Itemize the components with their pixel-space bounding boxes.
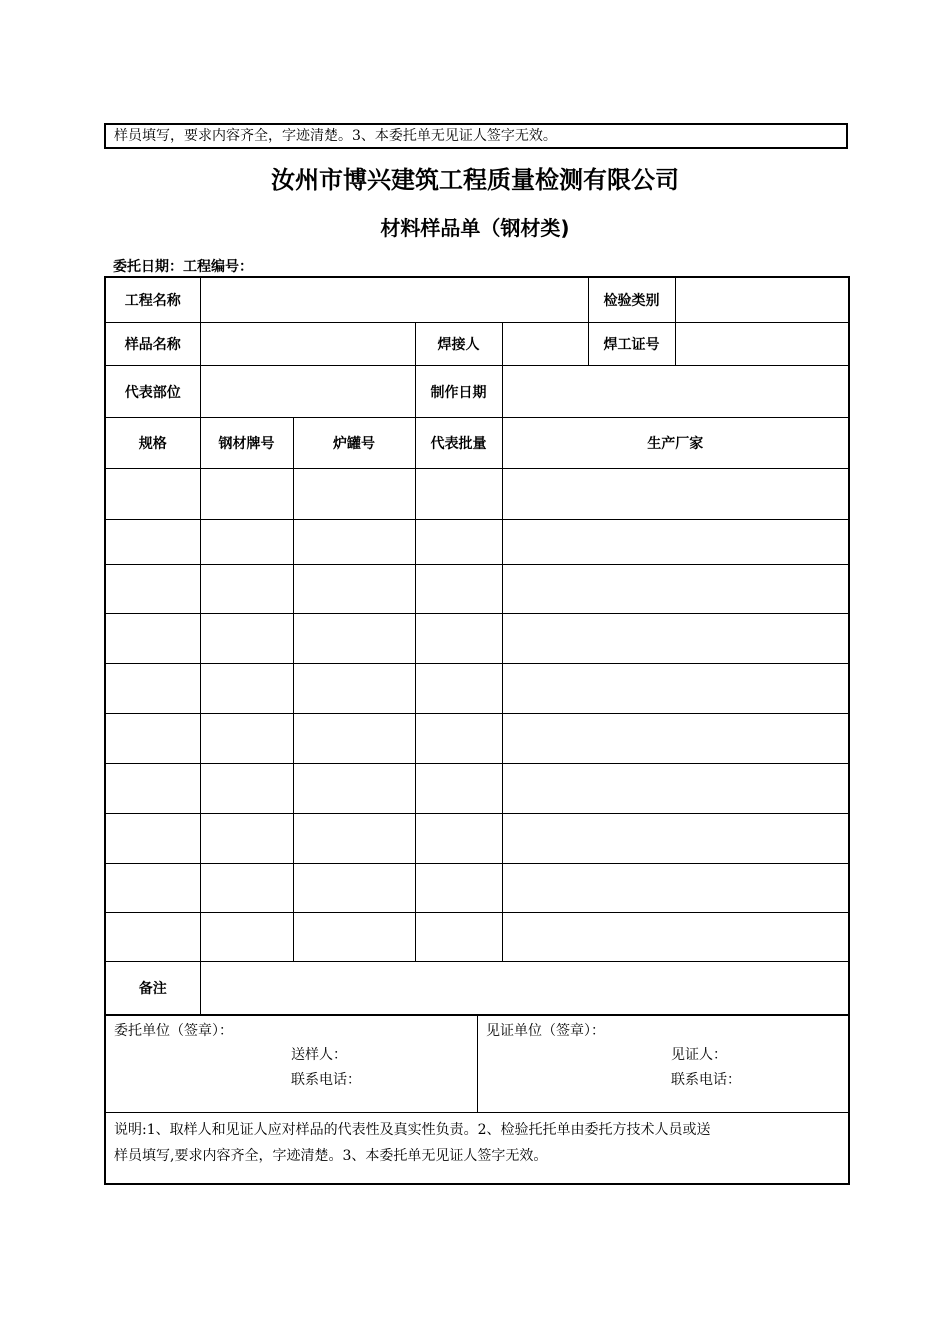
sample-name-field[interactable] — [200, 323, 415, 366]
table-row — [106, 469, 848, 520]
table-row — [106, 864, 848, 913]
form-title: 材料样品单（钢材类) — [380, 216, 570, 240]
client-signature-box[interactable] — [106, 1016, 478, 1112]
welder-field[interactable] — [502, 323, 588, 366]
manufacturer-cell[interactable] — [502, 614, 848, 664]
table-row — [106, 664, 848, 714]
witness-unit-label: 见证单位（签章）： — [486, 1023, 605, 1039]
col-grade-header: 钢材牌号 — [200, 418, 293, 469]
grade-cell[interactable] — [200, 520, 293, 565]
welder-cert-field[interactable] — [676, 323, 849, 365]
witness-label: 见证人： — [671, 1047, 727, 1063]
sample-name-label: 样品名称 — [106, 323, 200, 366]
previous-page-note-strip — [104, 123, 848, 149]
rep-part-field[interactable] — [200, 366, 415, 418]
grade-cell[interactable] — [200, 614, 293, 664]
witness-phone-label: 联系电话： — [671, 1072, 741, 1088]
col-batch-header: 代表批量 — [415, 418, 502, 469]
notes-line-1: 说明:1、取样人和见证人应对样品的代表性及真实性负责。2、检验托托单由委托方技术人员或送 — [114, 1122, 711, 1138]
manufacturer-cell[interactable] — [502, 565, 848, 614]
grade-cell[interactable] — [200, 764, 293, 814]
grade-cell[interactable] — [200, 913, 293, 962]
spec-cell[interactable] — [106, 814, 200, 864]
col-spec-header: 规格 — [106, 418, 200, 469]
witness-signature-box[interactable] — [478, 1016, 848, 1112]
sample-form — [104, 276, 850, 1185]
grade-cell[interactable] — [200, 565, 293, 614]
table-header-row — [106, 418, 848, 469]
manufacturer-cell[interactable] — [502, 814, 848, 864]
client-unit-label: 委托单位（签章）： — [114, 1023, 233, 1039]
project-name-label: 工程名称 — [106, 278, 200, 323]
spec-cell[interactable] — [106, 469, 200, 520]
signature-section — [106, 1015, 848, 1113]
spec-cell[interactable] — [106, 714, 200, 764]
heat-number-cell[interactable] — [293, 814, 415, 864]
grade-cell[interactable] — [200, 714, 293, 764]
table-row — [106, 714, 848, 764]
make-date-label: 制作日期 — [415, 366, 502, 418]
form-notes — [106, 1113, 848, 1169]
batch-cell[interactable] — [415, 864, 502, 913]
table-row — [106, 278, 848, 323]
rep-part-label: 代表部位 — [106, 366, 200, 418]
batch-cell[interactable] — [415, 469, 502, 520]
grade-cell[interactable] — [200, 664, 293, 714]
client-phone-label: 联系电话： — [291, 1072, 361, 1088]
manufacturer-cell[interactable] — [502, 764, 848, 814]
spec-cell[interactable] — [106, 565, 200, 614]
table-row — [106, 366, 848, 418]
sender-label: 送样人： — [291, 1047, 347, 1063]
sample-table — [106, 278, 848, 1015]
notes-line-2: 样员填写,要求内容齐全，字迹清楚。3、本委托单无见证人签字无效。 — [114, 1148, 548, 1164]
heat-number-cell[interactable] — [293, 913, 415, 962]
batch-cell[interactable] — [415, 814, 502, 864]
batch-cell[interactable] — [415, 614, 502, 664]
welder-cert-label: 焊工证号 — [589, 323, 676, 365]
manufacturer-cell[interactable] — [502, 913, 848, 962]
batch-cell[interactable] — [415, 520, 502, 565]
manufacturer-cell[interactable] — [502, 864, 848, 913]
heat-number-cell[interactable] — [293, 664, 415, 714]
project-name-field[interactable] — [200, 278, 588, 323]
batch-cell[interactable] — [415, 664, 502, 714]
remarks-label: 备注 — [106, 962, 200, 1015]
spec-cell[interactable] — [106, 764, 200, 814]
batch-cell[interactable] — [415, 913, 502, 962]
test-type-field[interactable] — [676, 278, 849, 322]
grade-cell[interactable] — [200, 469, 293, 520]
heat-number-cell[interactable] — [293, 714, 415, 764]
grade-cell[interactable] — [200, 864, 293, 913]
spec-cell[interactable] — [106, 913, 200, 962]
grade-cell[interactable] — [200, 814, 293, 864]
form-meta: 委托日期：工程编号： — [113, 259, 253, 275]
col-manufacturer-header: 生产厂家 — [502, 418, 848, 469]
table-row — [106, 323, 848, 366]
heat-number-cell[interactable] — [293, 520, 415, 565]
company-name: 汝州市博兴建筑工程质量检测有限公司 — [271, 165, 679, 194]
heat-number-cell[interactable] — [293, 565, 415, 614]
remarks-row — [106, 962, 848, 1015]
manufacturer-cell[interactable] — [502, 469, 848, 520]
table-row — [106, 614, 848, 664]
batch-cell[interactable] — [415, 764, 502, 814]
heat-number-cell[interactable] — [293, 614, 415, 664]
table-row — [106, 764, 848, 814]
manufacturer-cell[interactable] — [502, 664, 848, 714]
manufacturer-cell[interactable] — [502, 520, 848, 565]
batch-cell[interactable] — [415, 565, 502, 614]
manufacturer-cell[interactable] — [502, 714, 848, 764]
previous-page-note-text: 样员填写，要求内容齐全，字迹清楚。3、本委托单无见证人签字无效。 — [114, 128, 557, 144]
spec-cell[interactable] — [106, 864, 200, 913]
welder-label: 焊接人 — [415, 323, 502, 366]
table-row — [106, 520, 848, 565]
spec-cell[interactable] — [106, 664, 200, 714]
make-date-field[interactable] — [502, 366, 848, 418]
col-heat-number-header: 炉罐号 — [293, 418, 415, 469]
heat-number-cell[interactable] — [293, 864, 415, 913]
remarks-field[interactable] — [200, 962, 848, 1015]
heat-number-cell[interactable] — [293, 469, 415, 520]
batch-cell[interactable] — [415, 714, 502, 764]
spec-cell[interactable] — [106, 520, 200, 565]
spec-cell[interactable] — [106, 614, 200, 664]
heat-number-cell[interactable] — [293, 764, 415, 814]
table-row — [106, 913, 848, 962]
table-row — [106, 814, 848, 864]
table-row — [106, 565, 848, 614]
test-type-label: 检验类别 — [589, 278, 676, 322]
